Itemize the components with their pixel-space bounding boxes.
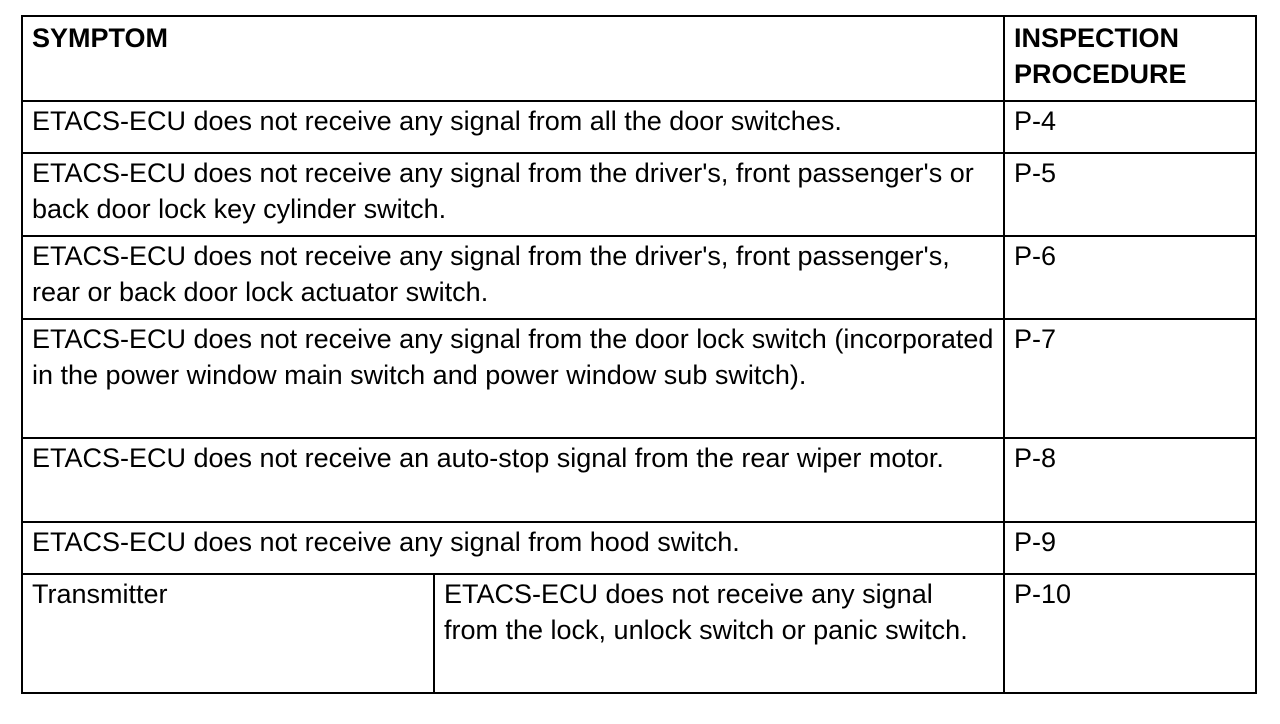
procedure-cell: P-6 — [1004, 236, 1256, 319]
symptom-table — [21, 15, 1257, 694]
procedure-cell: P-4 — [1004, 101, 1256, 153]
symptom-cell: ETACS-ECU does not receive any signal from the driver's, front passenger's or back door lock key cylinder switch. — [22, 153, 1004, 236]
table-row — [22, 522, 1256, 574]
procedure-header: INSPECTION PROCEDURE — [1004, 16, 1256, 101]
category-cell: Transmitter — [22, 574, 434, 693]
procedure-cell: P-9 — [1004, 522, 1256, 574]
table-header-row — [22, 16, 1256, 101]
symptom-cell: ETACS-ECU does not receive any signal from the lock, unlock switch or panic switch. — [434, 574, 1004, 693]
table-row-transmitter — [22, 574, 1256, 693]
procedure-cell: P-8 — [1004, 438, 1256, 522]
symptom-cell: ETACS-ECU does not receive any signal from all the door switches. — [22, 101, 1004, 153]
table-row — [22, 236, 1256, 319]
procedure-cell: P-10 — [1004, 574, 1256, 693]
symptom-header: SYMPTOM — [22, 16, 1004, 101]
table-row — [22, 153, 1256, 236]
symptom-cell: ETACS-ECU does not receive any signal from the door lock switch (incorporated in the power window main switch and power window sub switch). — [22, 319, 1004, 438]
table-row — [22, 101, 1256, 153]
symptom-cell: ETACS-ECU does not receive any signal from hood switch. — [22, 522, 1004, 574]
procedure-cell: P-7 — [1004, 319, 1256, 438]
procedure-cell: P-5 — [1004, 153, 1256, 236]
table-row — [22, 319, 1256, 438]
table-row — [22, 438, 1256, 522]
symptom-cell: ETACS-ECU does not receive an auto-stop signal from the rear wiper motor. — [22, 438, 1004, 522]
symptom-cell: ETACS-ECU does not receive any signal from the driver's, front passenger's, rear or back door lock actuator switch. — [22, 236, 1004, 319]
